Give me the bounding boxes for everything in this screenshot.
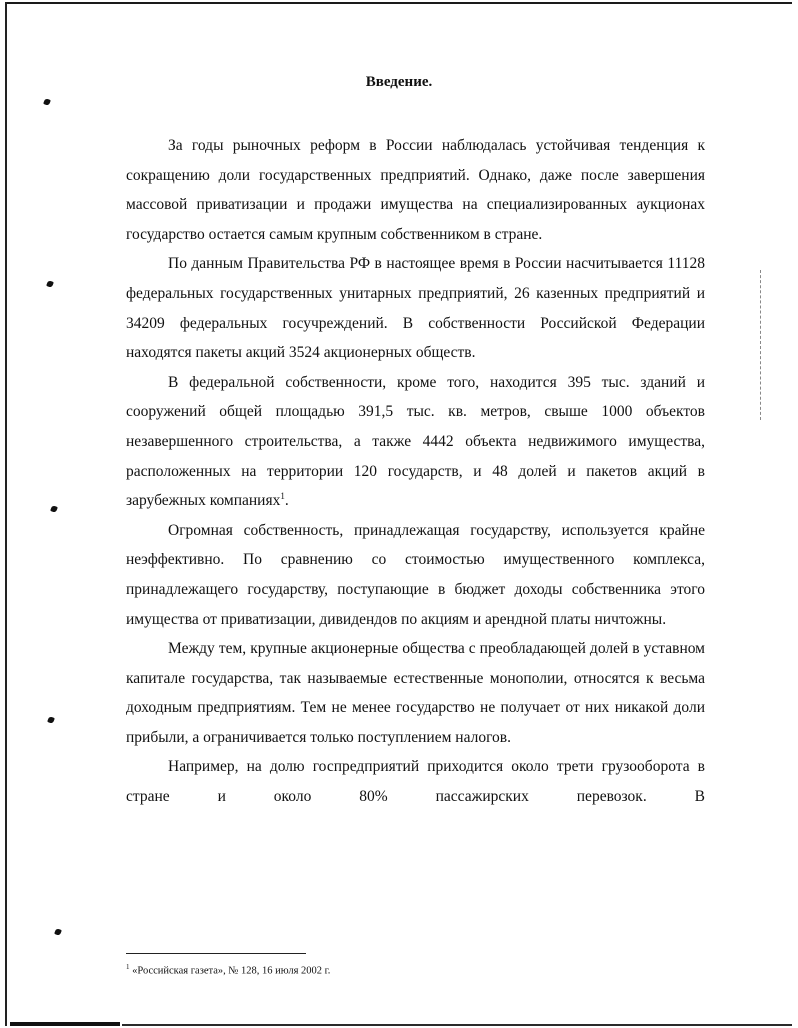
body-text bbox=[126, 131, 705, 812]
scan-border-top bbox=[6, 2, 792, 4]
binder-hole-mark bbox=[46, 280, 54, 288]
paragraph: Например, на долю госпредприятий приходится около трети грузооборота в стране и около 80% пассажирских перевозок. В bbox=[126, 758, 705, 806]
footnote-reference[interactable]: 1 bbox=[280, 490, 285, 501]
footnote-divider bbox=[126, 953, 306, 954]
binder-hole-mark bbox=[43, 98, 51, 106]
scan-border-right bbox=[760, 270, 762, 420]
paragraph: За годы рыночных реформ в России наблюдалась устойчивая тенденция к сокращению доли государственных предприятий. Однако, даже после завершения массовой приватизации и продажи имущества на специализированных аукционах государство остается самым крупным собственником в стране. bbox=[126, 137, 705, 243]
paragraph-with-footnote bbox=[126, 368, 705, 516]
paragraph-text: В федеральной собственности, кроме того, находится 395 тыс. зданий и сооружений общей площадью 391,5 тыс. кв. метров, свыше 1000 объектов незавершенного строительства, а также 4442 объекта недвижимого имущества, расположенных на территории 120 государств, и 48 долей и пакетов акций в зарубежных компаниях bbox=[126, 373, 705, 510]
binder-hole-mark bbox=[50, 505, 58, 513]
scan-border-bottom bbox=[10, 1022, 120, 1026]
page-title: Введение. bbox=[365, 74, 433, 90]
paragraph: По данным Правительства РФ в настоящее время в России насчитывается 11128 федеральных государственных унитарных предприятий, 26 казенных предприятий и 34209 федеральных госучреждений. В собственности Российской Федерации находятся пакеты акций 3524 акционерных обществ. bbox=[126, 255, 705, 362]
paragraph: Между тем, крупные акционерные общества с преобладающей долей в уставном капитале государства, так называемые естественные монополии, относятся к весьма доходным предприятиям. Тем не менее государство не получает от них никакой доли прибыли, а ограничивается только поступлением налогов. bbox=[126, 640, 705, 746]
footnote-text: «Российская газета», № 128, 16 июля 2002 г. bbox=[132, 965, 331, 977]
footnote bbox=[126, 960, 705, 979]
scan-border-bottom-right bbox=[122, 1024, 792, 1026]
paragraph-end: . bbox=[284, 492, 289, 510]
scan-border-left bbox=[5, 2, 7, 1026]
binder-hole-mark bbox=[47, 716, 55, 724]
paragraph: Огромная собственность, принадлежащая государству, используется крайне неэффективно. По сравнению со стоимостью имущественного комплекса, принадлежащего государству, поступающие в бюджет доходы собственника этого имущества от приватизации, дивидендов по акциям и арендной платы ничтожны. bbox=[126, 521, 705, 628]
binder-hole-mark bbox=[54, 928, 62, 936]
footnote-marker: 1 bbox=[126, 963, 130, 971]
